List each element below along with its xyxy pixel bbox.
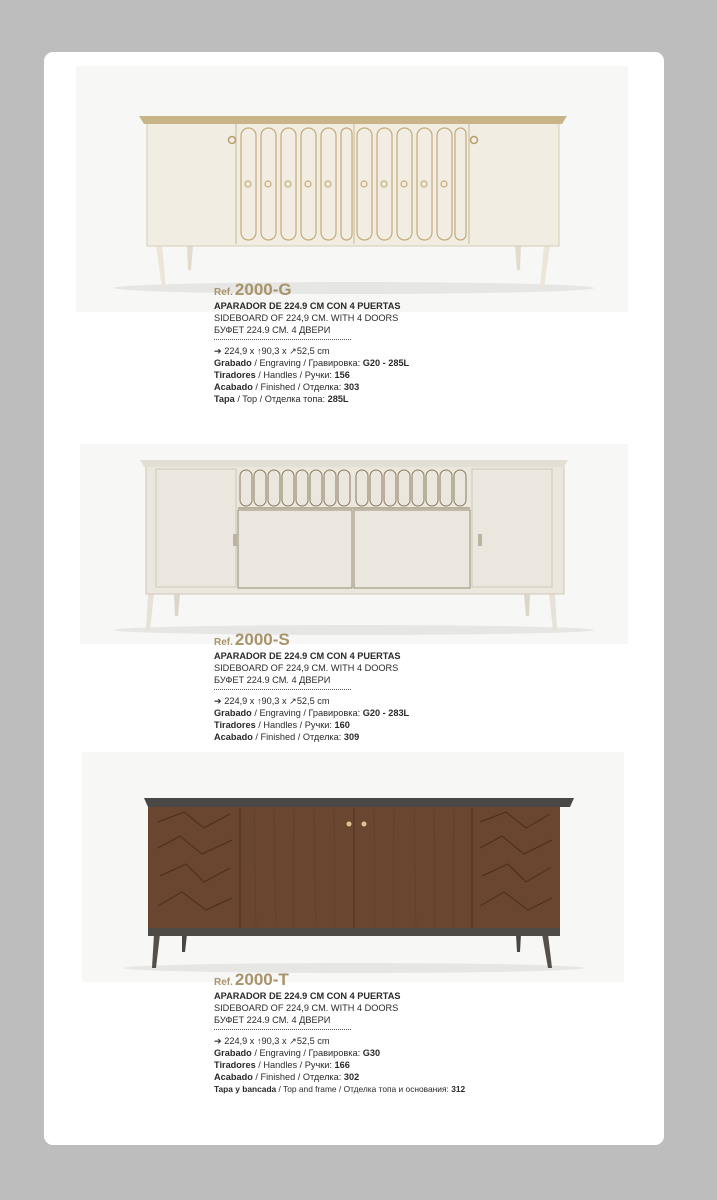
sideboard-2000-t-image — [44, 752, 664, 982]
spec-line: Tiradores / Handles / Ручки: 156 — [214, 370, 350, 380]
spec-line: Grabado / Engraving / Гравировка: G20 - 285L — [214, 358, 410, 368]
spec-line: Acabado / Finished / Отделка: 309 — [214, 732, 360, 742]
spec-line: Grabado / Engraving / Гравировка: G30 — [214, 1048, 381, 1058]
title-ru: БУФЕТ 224.9 СМ. 4 ДВЕРИ — [214, 1015, 331, 1025]
spec-line: Tapa y bancada / Top and frame / Отделка топа и основания: 312 — [214, 1084, 466, 1094]
ref-code: 2000-S — [234, 630, 290, 649]
title-es: APARADOR DE 224.9 CM CON 4 PUERTAS — [214, 651, 401, 661]
title-es: APARADOR DE 224.9 CM CON 4 PUERTAS — [214, 991, 401, 1001]
spec-line: Tiradores / Handles / Ручки: 160 — [214, 720, 350, 730]
spec-line: Grabado / Engraving / Гравировка: G20 - 283L — [214, 708, 410, 718]
title-en: SIDEBOARD OF 224,9 CM. WITH 4 DOORS — [214, 313, 399, 323]
spec-line: Acabado / Finished / Отделка: 302 — [214, 1072, 360, 1082]
title-es: APARADOR DE 224.9 CM CON 4 PUERTAS — [214, 301, 401, 311]
product-2000-t — [44, 752, 664, 1145]
ref-label — [214, 280, 409, 300]
product-info — [214, 970, 465, 1095]
product-2000-s — [44, 444, 664, 764]
ref-prefix: Ref. — [214, 977, 233, 988]
ref-label — [214, 970, 465, 990]
title-en: SIDEBOARD OF 224,9 CM. WITH 4 DOORS — [214, 1003, 399, 1013]
spec-line: Tiradores / Handles / Ручки: 166 — [214, 1060, 350, 1070]
ref-prefix: Ref. — [214, 287, 233, 298]
product-2000-g — [44, 52, 664, 432]
title-ru: БУФЕТ 224.9 СМ. 4 ДВЕРИ — [214, 675, 331, 685]
dimensions: ➔ 224,9 x ↑90,3 x ↗52,5 cm — [214, 696, 330, 706]
product-info — [214, 630, 409, 743]
dotted-divider — [214, 339, 351, 340]
dotted-divider — [214, 689, 351, 690]
title-ru: БУФЕТ 224.9 СМ. 4 ДВЕРИ — [214, 325, 331, 335]
catalog-page — [44, 52, 664, 1145]
sideboard-2000-g-image — [44, 52, 664, 312]
dimensions: ➔ 224,9 x ↑90,3 x ↗52,5 cm — [214, 1036, 330, 1046]
title-en: SIDEBOARD OF 224,9 CM. WITH 4 DOORS — [214, 663, 399, 673]
dimensions: ➔ 224,9 x ↑90,3 x ↗52,5 cm — [214, 346, 330, 356]
product-info — [214, 280, 409, 405]
ref-prefix: Ref. — [214, 637, 233, 648]
ref-code: 2000-T — [234, 970, 289, 989]
ref-code: 2000-G — [234, 280, 292, 299]
spec-line: Acabado / Finished / Отделка: 303 — [214, 382, 360, 392]
dotted-divider — [214, 1029, 351, 1030]
spec-line: Tapa / Top / Отделка топа: 285L — [214, 394, 349, 404]
sideboard-2000-s-image — [44, 444, 664, 644]
ref-label — [214, 630, 409, 650]
